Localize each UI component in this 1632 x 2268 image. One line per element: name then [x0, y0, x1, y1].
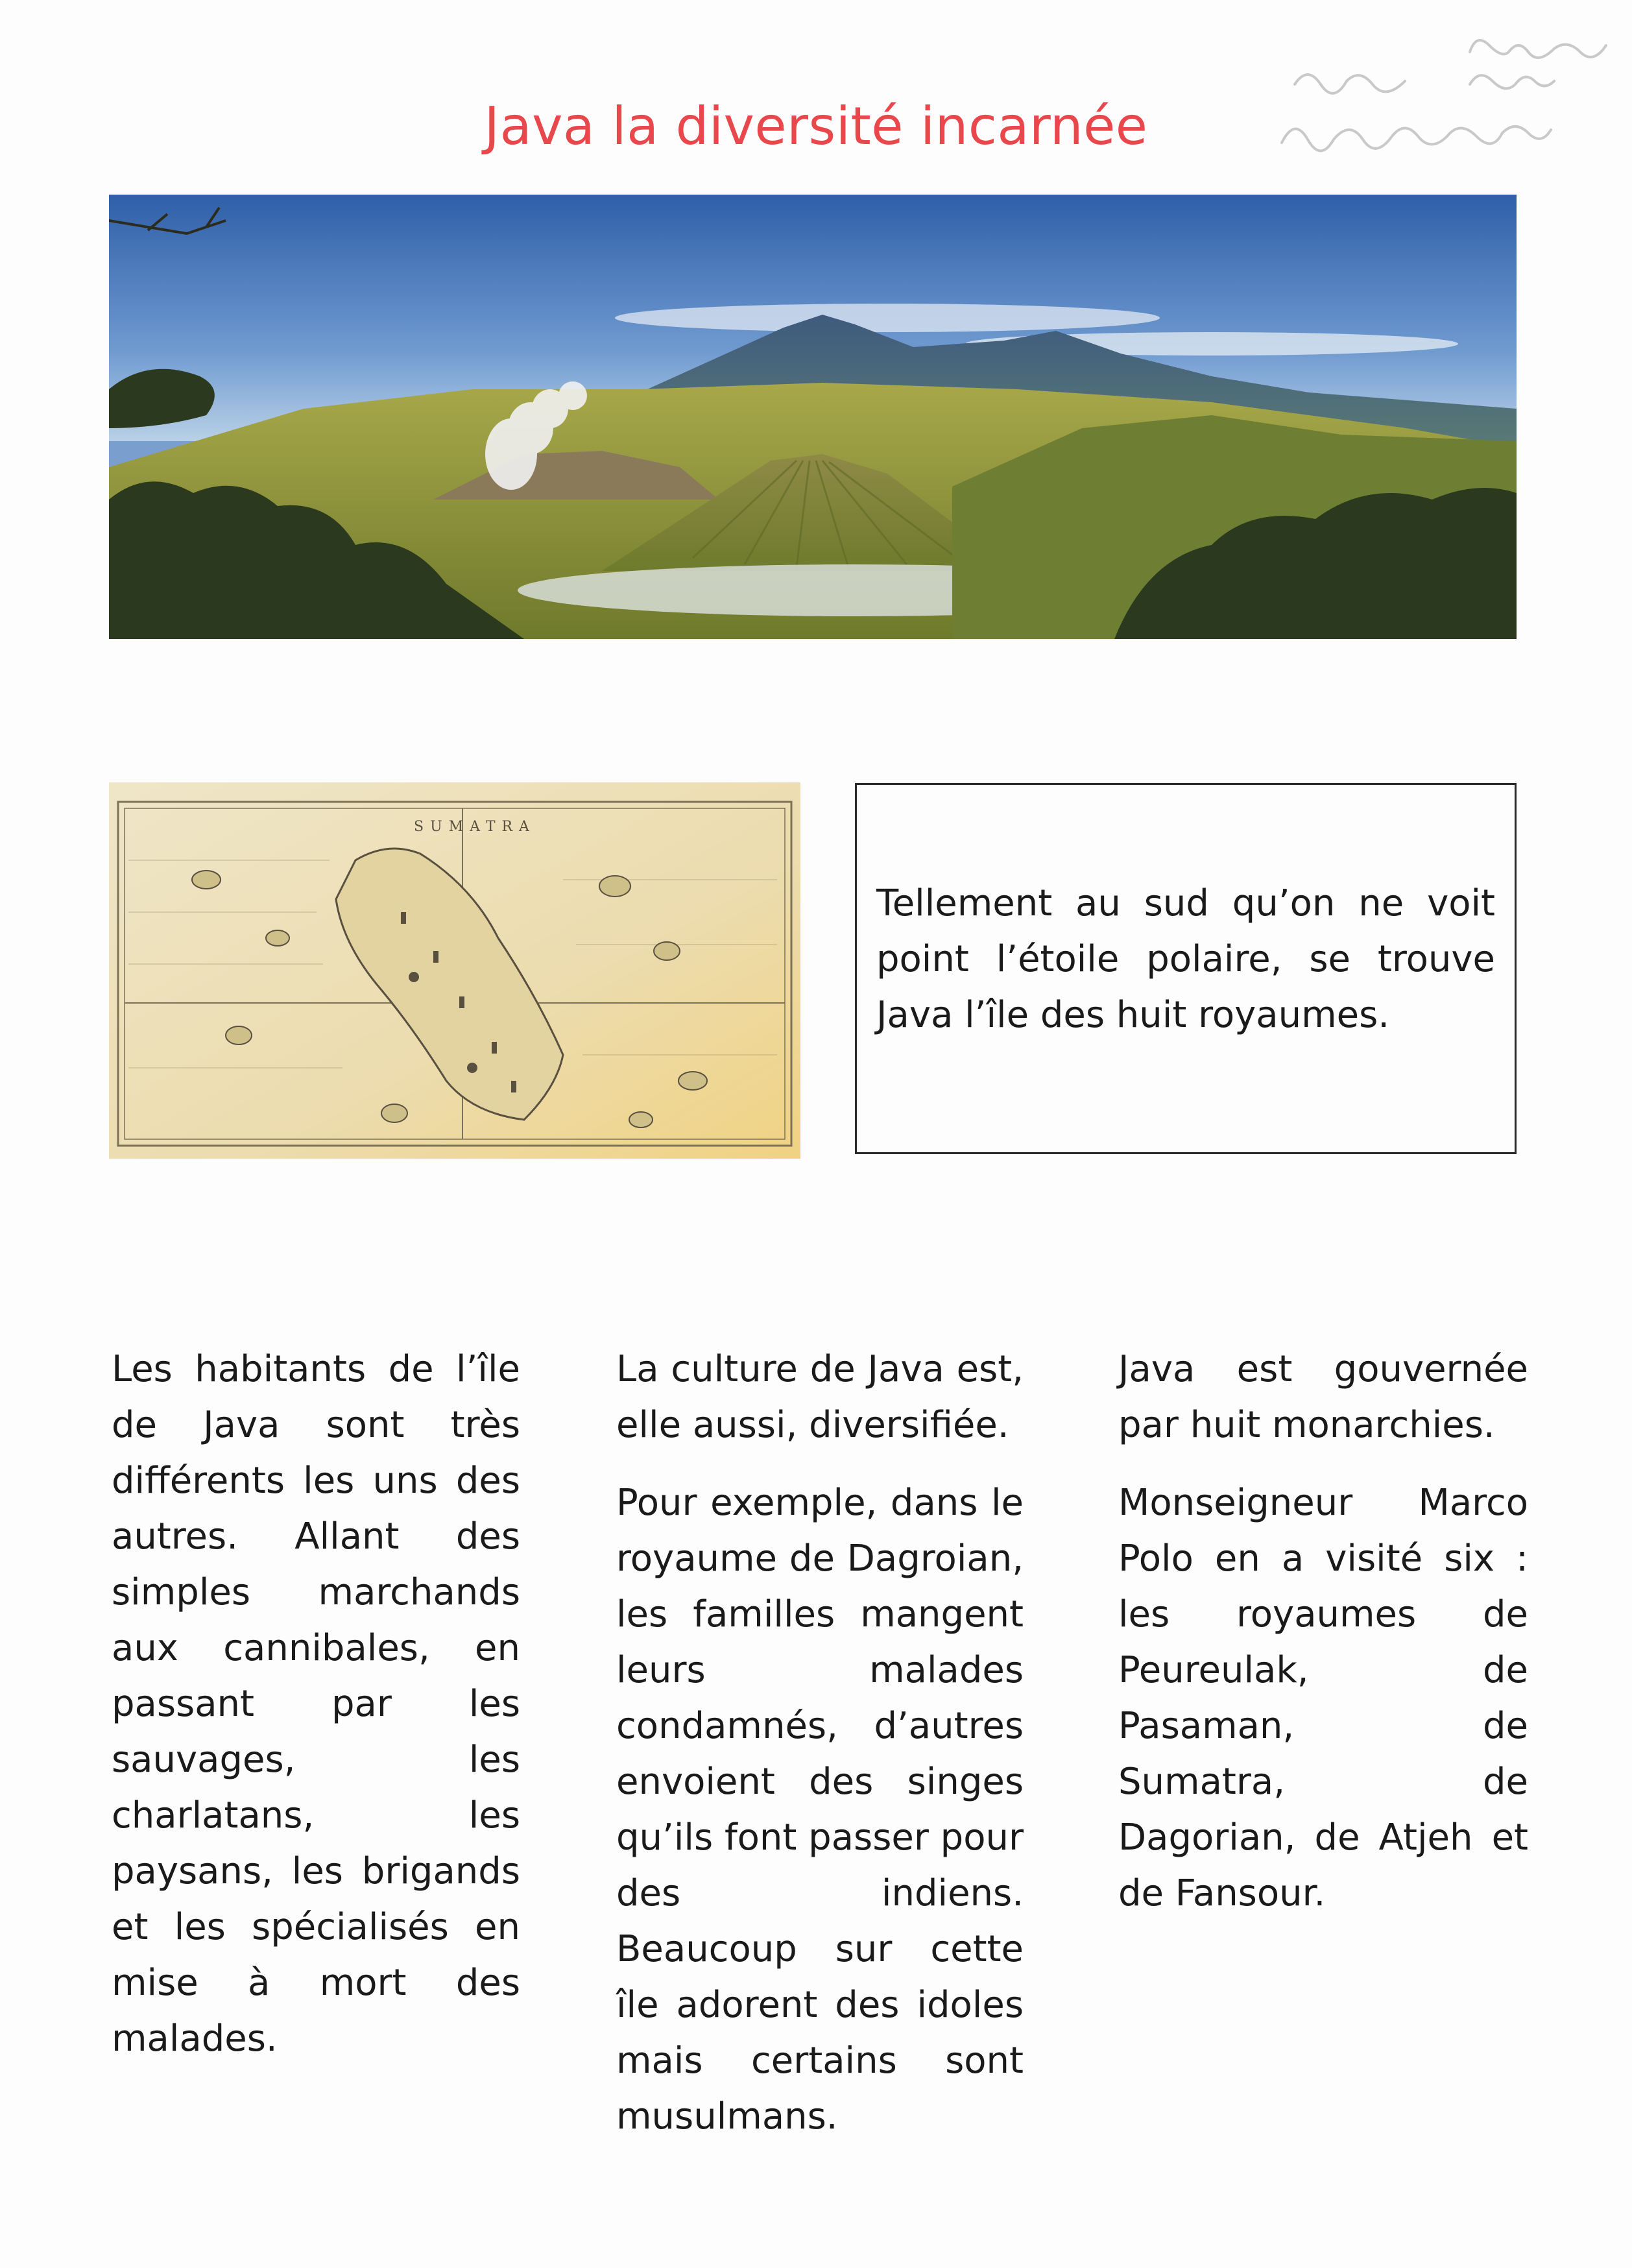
column-culture	[616, 1342, 1024, 2167]
page-title: Java la diversité incarnée	[484, 96, 1148, 156]
map-label: SUMATRA	[414, 819, 536, 835]
paragraph: Java est gouvernée par huit monarchies.	[1118, 1348, 1528, 1446]
quote-box	[855, 783, 1517, 1154]
quote-text: Tellement au sud qu’on ne voit point l’étoile polaire, se trouve Java l’île des huit royaumes.	[876, 882, 1495, 1036]
paragraph: Monseigneur Marco Polo en a visité six : les royaumes de Peureulak, de Pasaman, de Sumatra, de Dagorian, de Atjeh et de Fansour.	[1118, 1482, 1528, 1914]
paragraph: Les habitants de l’île de Java sont très différents les uns des autres. Allant des simples marchands aux cannibales, en passant par les sauvages, les charlatans, les paysans, les brigands et les spécialisés en mise à mort des malades.	[112, 1348, 520, 2060]
paragraph: La culture de Java est, elle aussi, diversifiée.	[616, 1348, 1024, 1446]
antique-map-illustration	[109, 782, 800, 1159]
column-kingdoms	[1118, 1342, 1528, 1944]
paragraph: Pour exemple, dans le royaume de Dagroian, les familles mangent leurs malades condamnés, d’autres envoient des singes qu’ils font passer pour des indiens. Beaucoup sur cette île adorent des idoles mais certains sont musulmans.	[616, 1482, 1024, 2138]
column-inhabitants	[112, 1342, 520, 2089]
volcano-landscape-photo	[109, 195, 1517, 639]
